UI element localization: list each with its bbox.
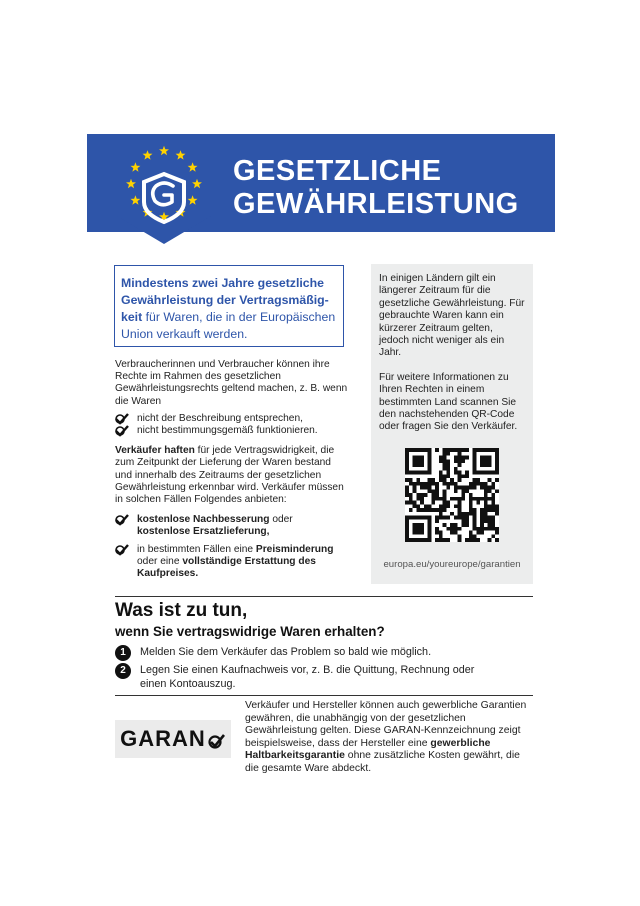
check3-bold-1: kostenlose Nachbesserung [137, 514, 270, 526]
garan-check-icon [208, 733, 226, 749]
title-line-2: GEWÄHRLEISTUNG [233, 188, 519, 220]
body-paragraph-1: Verbraucherinnen und Verbraucher können ihre Rechte im Rahmen des gesetzlichen Gewährleistungsrechts geltend machen, z. B. wenn die Waren [115, 359, 348, 407]
check-item [115, 544, 350, 581]
garan-bold-1: gewerbliche Haltbarkeitsgarantie [245, 737, 491, 762]
check4-bold-2: vollständige Erstattung des Kaufpreises. [137, 555, 316, 580]
intro-bold-2: keit [121, 310, 143, 324]
section-title: Was ist zu tun, [115, 600, 248, 621]
body-paragraph-2 [115, 445, 350, 506]
info-side-panel [371, 264, 533, 584]
step-item [115, 646, 533, 661]
check-item [115, 514, 350, 538]
check4-bold-1: Preisminderung [255, 543, 334, 555]
side-paragraph-1: In einigen Ländern gilt ein längerer Zeitraum für die gesetzliche Gewährleistung. Für gebrauchte Waren kann ein kürzerer Zeitraum gelten, jedoch nicht weniger als ein Jahr. [379, 273, 525, 359]
section-subtitle: wenn Sie vertragswidrige Waren erhalten? [115, 624, 385, 639]
page-title [233, 155, 519, 221]
check3-bold-2: kostenlose Ersatzlieferung, [137, 526, 270, 538]
check-text-1: nicht der Beschreibung entsprechen, [137, 412, 303, 424]
check4-text-1: in bestimmten Fällen eine [137, 543, 256, 555]
eu-stars-shield-g-icon [117, 134, 211, 244]
step-item [115, 664, 533, 692]
check-text-4 [137, 544, 350, 581]
side-paragraph-2: Für weitere Informationen zu Ihren Rechten in einem bestimmten Land scannen Sie den nachstehenden QR-Code oder fragen Sie den Verkäufer. [379, 371, 518, 433]
garan-description [245, 700, 535, 776]
garan-logo [115, 720, 231, 758]
intro-bold-1: Mindestens zwei Jahre gesetzliche Gewährleistung der Vertragsmäßig- [121, 276, 329, 307]
body-p2-bold: Verkäufer haften [115, 445, 195, 457]
checkmark-icon [115, 514, 129, 526]
intro-rest: für Waren, die in der Europäischen Union verkauft werden. [121, 310, 336, 341]
check3-text-1: oder [269, 514, 293, 526]
step-text: Melden Sie dem Verkäufer das Problem so bald wie möglich. [140, 646, 432, 658]
check-text-3 [137, 514, 293, 538]
checkmark-icon [115, 425, 129, 437]
garan-text-1: Verkäufer und Hersteller können auch gewerbliche Garantien gewähren, die unabhängig von der gesetzlichen Gewährleistung gelten. Diese GARAN-Kennzeichnung zeigt beispielsweise, dass der Hersteller eine [245, 700, 527, 749]
step-text: Legen Sie einen Kaufnachweis vor, z. B. die Quittung, Rechnung oder einen Kontoauszug. [140, 664, 475, 690]
check-item [115, 425, 350, 437]
divider [115, 695, 533, 696]
info-url[interactable]: europa.eu/youreurope/garantien [383, 559, 521, 570]
step-number-badge: 2 [115, 663, 131, 679]
garan-text-2: ohne zusätzliche Kosten gewährt, die die gesamte Ware abdeckt. [245, 750, 520, 774]
body-p2-rest: für jede Vertragswidrigkeit, die zum Zeitpunkt der Lieferung der Waren bestand und innerhalb des Zeitraums der gesetzlichen Gewährleistung erkennbar wird. Verkäufer müssen in solchen Fällen Folgendes anbieten: [115, 445, 344, 506]
checkmark-icon [115, 413, 129, 425]
check-item [115, 413, 350, 425]
check-text-2: nicht bestimmungsgemäß funktionieren. [137, 425, 318, 437]
garan-logo-text: GARAN [120, 726, 206, 751]
checkmark-icon [115, 544, 129, 556]
check4-text-2: oder eine [137, 555, 183, 567]
intro-highlight-box [114, 265, 344, 347]
title-line-1: GESETZLICHE [233, 155, 442, 187]
divider [115, 596, 533, 597]
qr-code-icon[interactable] [405, 448, 499, 542]
step-number-badge: 1 [115, 645, 131, 661]
body-text [115, 359, 350, 580]
